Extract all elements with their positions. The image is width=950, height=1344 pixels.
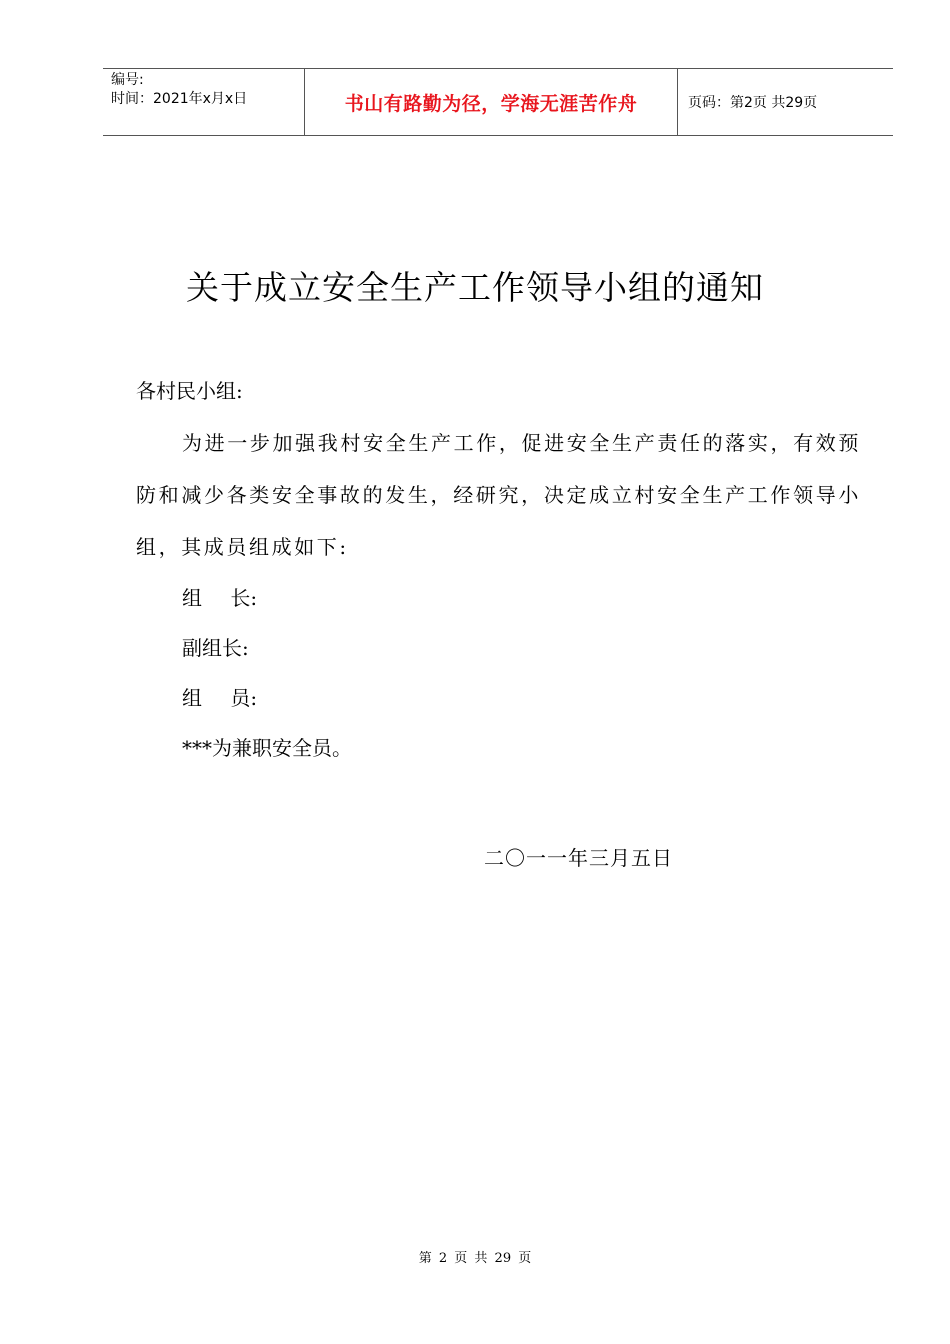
header-motto: 书山有路勤为径，学海无涯苦作舟	[344, 92, 638, 115]
document-title: 关于成立安全生产工作领导小组的通知	[186, 268, 764, 307]
page-header	[103, 68, 893, 136]
main-paragraph: 为进一步加强我村安全生产工作，促进安全生产责任的落实，有效预防和减少各类安全事故的发生，经研究，决定成立村安全生产工作领导小组，其成员组成如下:	[136, 431, 861, 559]
header-page-code: 页码：第2页 共29页	[688, 95, 818, 111]
member-line: 组 员:	[182, 686, 258, 710]
member-list	[136, 573, 861, 773]
deputy-line: 副组长:	[182, 636, 249, 660]
header-page-code-cell	[678, 69, 893, 135]
header-number-label: 编号:	[111, 72, 144, 88]
safety-officer-note: ***为兼职安全员。	[182, 736, 352, 760]
document-date: 二〇一一年三月五日	[484, 846, 673, 870]
salutation: 各村民小组:	[136, 379, 243, 403]
header-meta	[103, 69, 304, 135]
header-motto-cell	[304, 69, 678, 135]
header-time-label: 时间：2021年x月x日	[111, 91, 248, 107]
page-footer: 第 2 页 共 29 页	[418, 1251, 532, 1266]
document-body	[136, 365, 861, 773]
leader-line: 组 长:	[182, 586, 258, 610]
